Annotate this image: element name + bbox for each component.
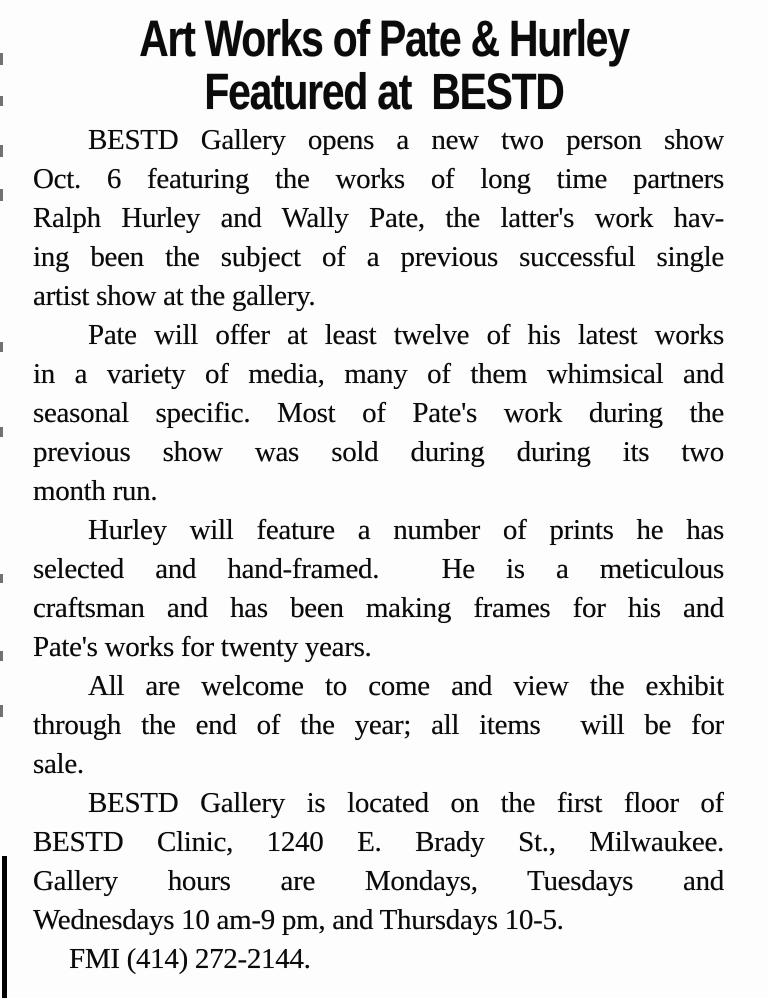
article-line: Pate will offer at least twelve of his latest works <box>88 319 724 351</box>
article-line: selected and hand-framed. He is a meticulous <box>33 553 724 585</box>
article-line: All are welcome to come and view the exhibit <box>88 670 724 702</box>
article-line: artist show at the gallery. <box>33 280 316 312</box>
article-line: craftsman and has been making frames for his and <box>33 592 724 624</box>
article-line: through the end of the year; all items will be for <box>33 709 724 741</box>
article-line: FMI (414) 272-2144. <box>69 943 311 975</box>
article-line: sale. <box>33 748 84 780</box>
article-line: in a variety of media, many of them whimsical and <box>33 358 724 390</box>
article-line: Wednesdays 10 am-9 pm, and Thursdays 10-5. <box>33 904 564 936</box>
article-line: Hurley will feature a number of prints he has <box>88 514 724 546</box>
article-line: Pate's works for twenty years. <box>33 631 372 663</box>
article-body <box>33 121 724 979</box>
article-line: seasonal specific. Most of Pate's work during the <box>33 397 724 429</box>
article-line: BESTD Gallery is located on the first floor of <box>88 787 724 819</box>
scan-bar-artifact <box>2 856 7 998</box>
headline-line-2: Featured at BESTD <box>204 63 564 120</box>
headline-line-1: Art Works of Pate & Hurley <box>139 10 629 67</box>
article-headline <box>0 12 768 118</box>
scan-speck-artifact <box>0 705 3 717</box>
article-line: previous show was sold during during its two <box>33 436 724 468</box>
article-line: ing been the subject of a previous successful single <box>33 241 724 273</box>
scan-speck-artifact <box>0 145 3 157</box>
scan-speck-artifact <box>0 651 3 661</box>
article-line: Oct. 6 featuring the works of long time partners <box>33 163 724 195</box>
scan-speck-artifact <box>0 53 3 65</box>
scan-speck-artifact <box>0 427 3 437</box>
article-line: month run. <box>33 475 158 507</box>
scan-speck-artifact <box>0 189 3 201</box>
scan-speck-artifact <box>0 96 3 106</box>
scan-speck-artifact <box>0 342 3 352</box>
article-line: Gallery hours are Mondays, Tuesdays and <box>33 865 724 897</box>
article-line: BESTD Clinic, 1240 E. Brady St., Milwaukee. <box>33 826 724 858</box>
article-line: BESTD Gallery opens a new two person show <box>88 124 724 156</box>
article-line: Ralph Hurley and Wally Pate, the latter's work hav- <box>33 202 724 234</box>
scan-speck-artifact <box>0 574 3 583</box>
